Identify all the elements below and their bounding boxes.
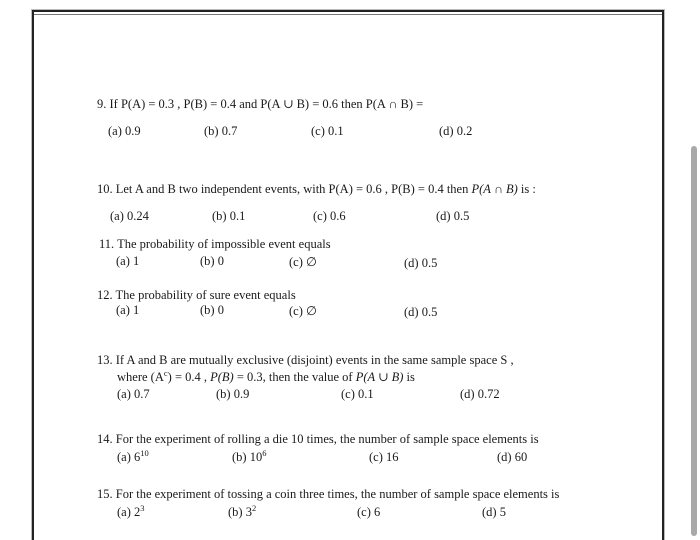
question-text: The probability of impossible event equals (117, 237, 331, 251)
question-14-option-d (497, 450, 527, 465)
question-12-option-b: (b) 0 (200, 303, 224, 317)
math-expression: (A (150, 370, 164, 384)
question-10-stem (97, 181, 536, 197)
question-text: If P(A) = 0.3 , P(B) = 0.4 and P(A ∪ B) = 0.6 then P(A ∩ B) = (109, 97, 424, 111)
question-10-option-a: (a) 0.24 (110, 209, 149, 223)
question-9-option-d: (d) 0.2 (439, 124, 473, 138)
question-13-stem-line-2 (117, 369, 415, 385)
question-11-option-d: (d) 0.5 (404, 256, 438, 270)
option-text: (b) 10 (232, 450, 263, 464)
question-text-end: is : (517, 182, 536, 196)
math-expression: ) = 0.4 , (167, 370, 211, 384)
question-text: For the experiment of rolling a die 10 times, the number of sample space elements is (115, 432, 539, 446)
question-number: 10. (97, 182, 113, 196)
option-text: (c) 16 (369, 450, 399, 464)
page-top-rule (34, 14, 662, 15)
math-superscript: c (163, 368, 168, 378)
option-text: (d) 5 (482, 505, 506, 519)
question-11-option-c: (c) ∅ (289, 255, 317, 269)
question-12-option-c: (c) ∅ (289, 304, 317, 318)
option-text: (c) 6 (357, 505, 381, 519)
question-11-option-a: (a) 1 (116, 254, 140, 268)
question-13-option-a: (a) 0.7 (117, 387, 150, 401)
question-text-end: is (403, 370, 415, 384)
math-expression: P(B) (210, 370, 234, 384)
math-expression: P(A ∩ B) (471, 182, 518, 196)
question-15-option-b (228, 505, 256, 520)
question-10-option-b: (b) 0.1 (212, 209, 246, 223)
option-text: (a) 6 (117, 450, 141, 464)
question-10-option-c: (c) 0.6 (313, 209, 346, 223)
question-15-option-c (357, 505, 380, 520)
question-14-stem (97, 431, 539, 447)
question-11-stem (99, 236, 331, 252)
question-12-option-d: (d) 0.5 (404, 305, 438, 319)
option-exponent: 6 (262, 448, 267, 458)
question-9-stem (97, 96, 423, 112)
question-10-option-d: (d) 0.5 (436, 209, 470, 223)
question-9-option-a: (a) 0.9 (108, 124, 141, 138)
question-15-option-d (482, 505, 506, 520)
question-11-option-b: (b) 0 (200, 254, 224, 268)
scrollbar-thumb[interactable] (691, 146, 697, 536)
question-14-option-b (232, 450, 266, 465)
question-9-option-c: (c) 0.1 (311, 124, 344, 138)
question-13-option-b: (b) 0.9 (216, 387, 250, 401)
option-text: (d) 60 (497, 450, 528, 464)
option-text: (a) 2 (117, 505, 141, 519)
option-exponent: 10 (140, 448, 149, 458)
question-text: The probability of sure event equals (115, 288, 296, 302)
question-text: = 0.3, then the value of (233, 370, 356, 384)
question-number: 12. (97, 288, 113, 302)
question-13-option-c: (c) 0.1 (341, 387, 374, 401)
question-13-stem-line-1 (97, 352, 514, 368)
question-number: 13. (97, 353, 113, 367)
question-14-option-a (117, 450, 149, 465)
question-number: 11. (99, 237, 115, 251)
question-text: Let A and B two independent events, with P(A) = 0.6 , P(B) = 0.4 then (115, 182, 472, 196)
option-exponent: 2 (251, 503, 257, 513)
question-12-stem (97, 287, 296, 303)
question-13-option-d: (d) 0.72 (460, 387, 500, 401)
question-text: For the experiment of tossing a coin three times, the number of sample space elements is (115, 487, 560, 501)
option-text: (b) 3 (228, 505, 252, 519)
question-number: 9. (97, 97, 107, 111)
question-9-option-b: (b) 0.7 (204, 124, 238, 138)
question-text: If A and B are mutually exclusive (disjoint) events in the same sample space S , (115, 353, 514, 367)
option-exponent: 3 (140, 503, 145, 513)
question-15-stem (97, 486, 559, 502)
question-14-option-c (369, 450, 399, 465)
question-number: 15. (97, 487, 113, 501)
question-text: where (117, 370, 151, 384)
question-12-option-a: (a) 1 (116, 303, 140, 317)
question-number: 14. (97, 432, 113, 446)
question-15-option-a (117, 505, 145, 520)
math-expression: P(A ∪ B) (355, 370, 404, 384)
